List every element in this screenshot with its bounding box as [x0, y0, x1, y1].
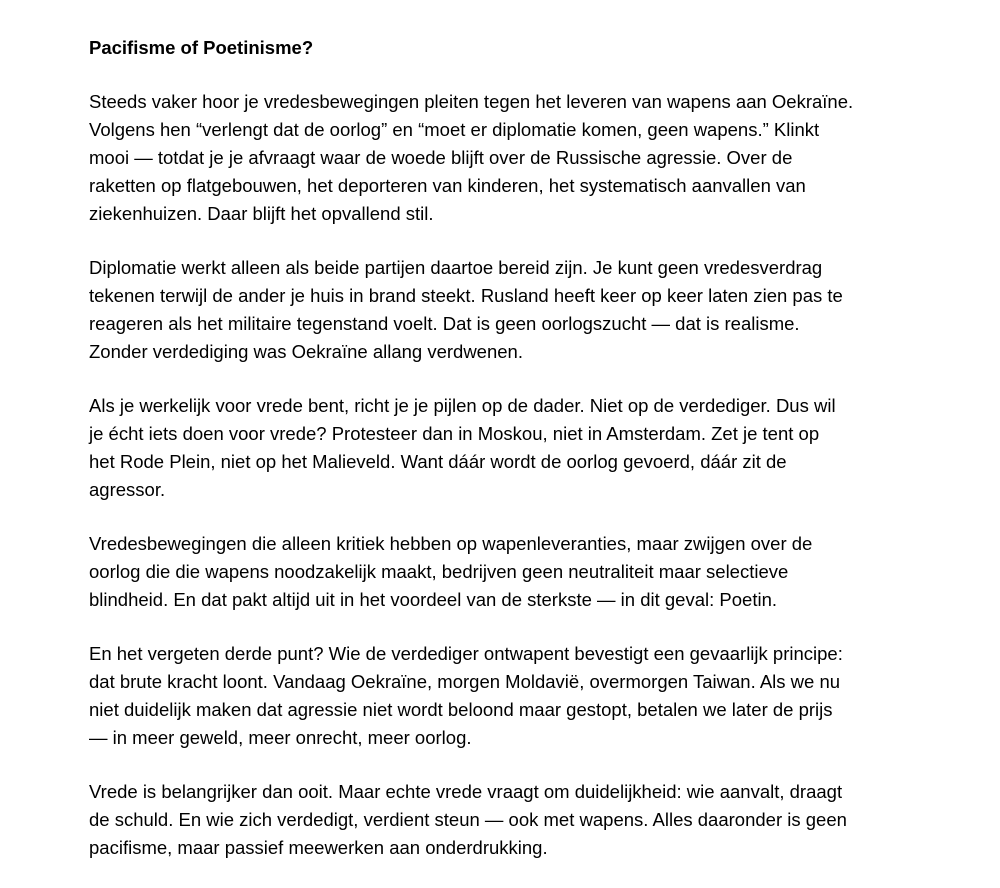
paragraph-line: — in meer geweld, meer onrecht, meer oorlog. — [89, 727, 472, 748]
paragraph-1 — [89, 88, 969, 228]
paragraph-line: agressor. — [89, 479, 166, 500]
paragraph-line: raketten op flatgebouwen, het deporteren van kinderen, het systematisch aanvallen van — [89, 175, 806, 196]
paragraph-line: En het vergeten derde punt? Wie de verdediger ontwapent bevestigt een gevaarlijk principe: — [89, 643, 843, 664]
paragraph-line: blindheid. En dat pakt altijd uit in het voordeel van de sterkste — in dit geval: Poetin. — [89, 589, 777, 610]
paragraph-3 — [89, 392, 969, 504]
paragraph-4 — [89, 530, 969, 614]
paragraph-line: het Rode Plein, niet op het Malieveld. Want dáár wordt de oorlog gevoerd, dáár zit de — [89, 451, 787, 472]
paragraph-line: pacifisme, maar passief meewerken aan onderdrukking. — [89, 837, 548, 858]
paragraph-6 — [89, 778, 969, 862]
paragraph-line: Vredesbewegingen die alleen kritiek hebben op wapenleveranties, maar zwijgen over de — [89, 533, 813, 554]
paragraph-line: Steeds vaker hoor je vredesbewegingen pleiten tegen het leveren van wapens aan Oekraïne. — [89, 91, 854, 112]
paragraph-line: ziekenhuizen. Daar blijft het opvallend stil. — [89, 203, 434, 224]
paragraph-line: Volgens hen “verlengt dat de oorlog” en “moet er diplomatie komen, geen wapens.” Klinkt — [89, 119, 820, 140]
paragraph-line: Diplomatie werkt alleen als beide partijen daartoe bereid zijn. Je kunt geen vredesverdrag — [89, 257, 823, 278]
paragraph-line: reageren als het militaire tegenstand voelt. Dat is geen oorlogszucht — dat is realisme. — [89, 313, 800, 334]
paragraph-line: niet duidelijk maken dat agressie niet wordt beloond maar gestopt, betalen we later de prijs — [89, 699, 833, 720]
paragraph-5 — [89, 640, 969, 752]
paragraph-line: tekenen terwijl de ander je huis in brand steekt. Rusland heeft keer op keer laten zien pas te — [89, 285, 843, 306]
paragraph-line: oorlog die die wapens noodzakelijk maakt, bedrijven geen neutraliteit maar selectieve — [89, 561, 789, 582]
document-page — [89, 34, 969, 888]
paragraph-line: dat brute kracht loont. Vandaag Oekraïne, morgen Moldavië, overmorgen Taiwan. Als we nu — [89, 671, 841, 692]
paragraph-line: Vrede is belangrijker dan ooit. Maar echte vrede vraagt om duidelijkheid: wie aanvalt, draagt — [89, 781, 843, 802]
paragraph-line: mooi — totdat je je afvraagt waar de woede blijft over de Russische agressie. Over de — [89, 147, 793, 168]
paragraph-2 — [89, 254, 969, 366]
document-title: Pacifisme of Poetinisme? — [89, 37, 314, 58]
paragraph-line: de schuld. En wie zich verdedigt, verdient steun — ook met wapens. Alles daaronder is geen — [89, 809, 847, 830]
paragraph-line: je écht iets doen voor vrede? Protesteer dan in Moskou, niet in Amsterdam. Zet je tent op — [89, 423, 820, 444]
paragraph-line: Als je werkelijk voor vrede bent, richt je je pijlen op de dader. Niet op de verdediger. Dus wil — [89, 395, 836, 416]
paragraph-line: Zonder verdediging was Oekraïne allang verdwenen. — [89, 341, 523, 362]
